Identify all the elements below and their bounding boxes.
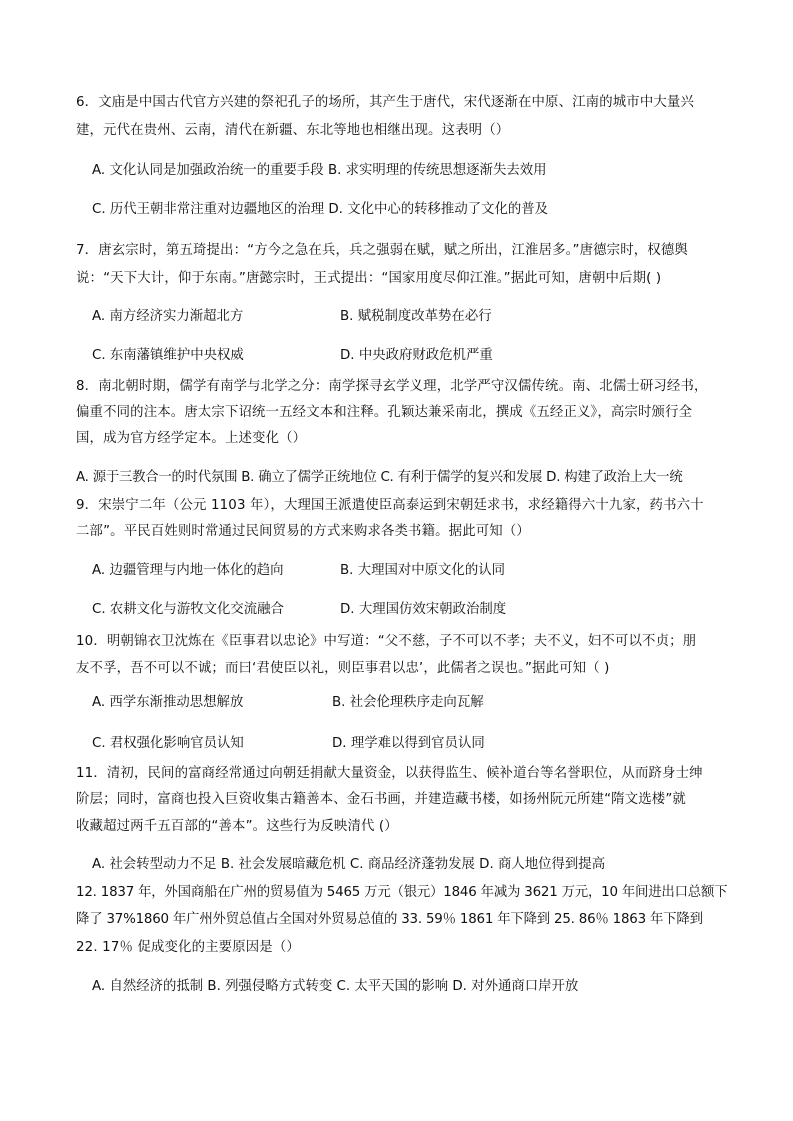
question-stem-line: 降了 37%1860 年广州外贸总值占全国对外贸易总值的 33. 59％ 1861 年下降到 25. 86％ 1863 年下降到 <box>76 912 703 927</box>
option-b: B. 赋税制度改革势在必行 <box>340 309 492 324</box>
question-stem-line: 12. 1837 年，外国商船在广州的贸易值为 5465 万元（银元）1846 年减为 3621 万元，10 年间进出口总额下 <box>76 885 728 900</box>
question-stem-line: 阶层；同时，富商也投入巨资收集古籍善本、金石书画，并建造藏书楼，如扬州阮元所建“隋文选楼”就 <box>76 792 686 807</box>
question-stem-line: 9．宋崇宁二年（公元 1103 年），大理国王派遣使臣高泰运到宋朝廷求书，求经籍得六十九家，药书六十 <box>76 498 704 513</box>
option-c: C. 农耕文化与游牧文化交流融合 <box>92 602 284 617</box>
question-stem-line: 偏重不同的注本。唐太宗下诏统一五经文本和注释。孔颖达兼采南北，撰成《五经正义》，高宗时颁行全 <box>76 405 693 420</box>
question-stem-line: 二部”。平民百姓则时常通过民间贸易的方式来购求各类书籍。据此可知（） <box>76 524 530 539</box>
option-d: D. 理学难以得到官员认同 <box>332 736 485 751</box>
question-stem-line: 国，成为官方经学定本。上述变化（） <box>76 431 307 446</box>
question-stem-line: 22. 17％ 促成变化的主要原因是（） <box>76 940 300 955</box>
question-stem-line: 收藏超过两千五百部的“善本”。这些行为反映清代 (） <box>76 819 398 834</box>
question-stem-line: 建，元代在贵州、云南，清代在新疆、东北等地也相继出现。这表明（） <box>76 123 510 138</box>
option-line: C. 历代王朝非常注重对边疆地区的治理 D. 文化中心的转移推动了文化的普及 <box>92 202 549 217</box>
question-stem-line: 11．清初，民间的富商经常通过向朝廷捐献大量资金，以获得监生、候补道台等名誉职位，从而跻身士绅 <box>76 766 703 781</box>
option-c: C. 君权强化影响官员认知 <box>92 736 244 751</box>
option-a: A. 边疆管理与内地一体化的趋向 <box>92 563 284 578</box>
question-stem-line: 10．明朝锦衣卫沈炼在《臣事君以忠论》中写道：“父不慈，子不可以不孝；夫不义，妇不可以不贞；朋 <box>76 634 697 649</box>
option-line: A. 自然经济的抵制 B. 列强侵略方式转变 C. 太平天国的影响 D. 对外通商口岸开放 <box>92 979 579 994</box>
question-stem-line: 友不孚，吾不可以不诚；而曰‘君使臣以礼，则臣事君以忠’，此儒者之误也。”据此可知（ ) <box>76 661 610 676</box>
question-stem-line: 6．文庙是中国古代官方兴建的祭祀孔子的场所，其产生于唐代，宋代逐渐在中原、江南的城市中大量兴 <box>76 95 694 110</box>
question-stem-line: 7．唐玄宗时，第五琦提出：“方今之急在兵，兵之强弱在赋，赋之所出，江淮居多。”唐德宗时，权德舆 <box>76 243 688 258</box>
option-a: A. 南方经济实力渐超北方 <box>92 309 244 324</box>
option-line: A. 社会转型动力不足 B. 社会发展暗藏危机 C. 商品经济蓬勃发展 D. 商人地位得到提高 <box>92 857 606 872</box>
option-line: A. 文化认同是加强政治统一的重要手段 B. 求实明理的传统思想逐渐失去效用 <box>92 163 547 178</box>
question-stem-line: 8．南北朝时期，儒学有南学与北学之分：南学探寻玄学义理，北学严守汉儒传统。南、北儒士研习经书， <box>76 379 708 394</box>
option-line: A. 源于三教合一的时代氛围 B. 确立了儒学正统地位 C. 有利于儒学的复兴和发展 D. 构建了政治上大一统 <box>76 470 683 485</box>
option-c: C. 东南藩镇维护中央权威 <box>92 348 244 363</box>
option-b: B. 社会伦理秩序走向瓦解 <box>332 695 484 710</box>
question-stem-line: 说：“天下大计，仰于东南。”唐懿宗时，王式提出：“国家用度尽仰江淮。”据此可知，唐朝中后期( ) <box>76 271 662 286</box>
option-d: D. 中央政府财政危机严重 <box>340 348 493 363</box>
option-b: B. 大理国对中原文化的认同 <box>340 563 505 578</box>
option-a: A. 西学东渐推动思想解放 <box>92 695 244 710</box>
option-d: D. 大理国仿效宋朝政治制度 <box>340 602 507 617</box>
